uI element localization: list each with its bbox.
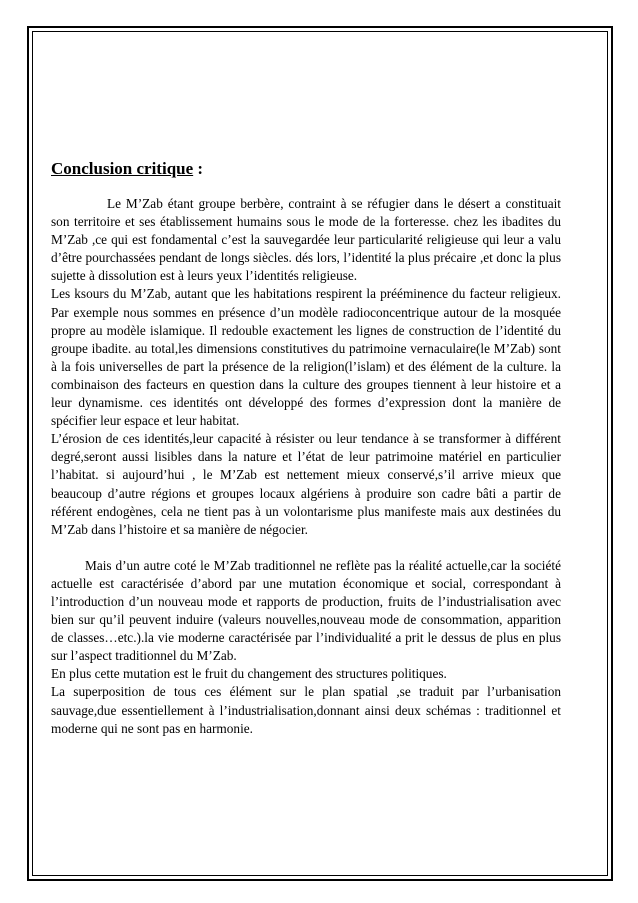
section-title-colon: :	[193, 159, 204, 178]
document-body	[51, 159, 561, 738]
paragraph-6: La superposition de tous ces élément sur le plan spatial ,se traduit par l’urbanisation sauvage,due essentiellement à l’industrialisation,donnant ainsi deux schémas : traditionnel et moderne qui ne sont pas en harmonie.	[51, 684, 561, 736]
paragraph-1: Le M’Zab étant groupe berbère, contraint à se réfugier dans le désert a constituait son territoire et ses établissement humains sous le mode de la forteresse. chez les ibadites du M’Zab ,ce qui est fondamental c’est la sauvegardée leur particularité religieuse qui leur a valu d’être pourchassées pendant de longs siècles. dés lors, l’identité la plus précaire ,et donc la plus sujette à dissolution est à leurs yeux l’identités religieuse.	[51, 196, 561, 284]
section-title-text: Conclusion critique	[51, 159, 194, 178]
paragraph-2: Les ksours du M’Zab, autant que les habitations respirent la prééminence du facteur religieux. Par exemple nous sommes en présence d’un modèle radioconcentrique autour de la mosquée propre au modèle islamique. Il redouble exactement les lignes de construction de l’identité du groupe ibadite. au total,les dimensions constitutives du patrimoine vernaculaire(le M’Zab) sont à la fois universelles de part la présence de la religion(l’islam) et des élément de la culture. la combinaison des facteurs en question dans la culture des groupes tiennent à leur histoire et a leur dynamisme. ces identités ont développé des formes d’expression dont la manière de spécifier leur espace et leur habitat.	[51, 286, 561, 429]
paragraph-gap	[51, 539, 561, 557]
paragraph-3: L’érosion de ces identités,leur capacité à résister ou leur tendance à se transformer à différent degré,seront aussi lisibles dans la nature et l’état de leur patrimoine matériel en particulier l’habitat. si aujourd’hui , le M’Zab est nettement mieux conservé,s’il arrive mieux que beaucoup d’autre régions et groupes locaux algériens à produire son cadre bâti a partir de référent endogènes, cela ne tient pas à un volontarisme plus manifeste mais aux destinées du M’Zab dans l’histoire et sa manière de négocier.	[51, 431, 561, 537]
paragraph-4: Mais d’un autre coté le M’Zab traditionnel ne reflète pas la réalité actuelle,car la société actuelle est caractérisée d’abord par une mutation économique et social, correspondant à l’introduction d’un nouveau mode et rapports de production, fruits de l’industrialisation avec bien sur qu’il peuvent induire (valeurs nouvelles,nouveau mode de consommation, apparition de classes…etc.).la vie moderne caractérisée par l’individualité a prit le dessus de plus en plus sur l’aspect traditionnel du M’Zab.	[51, 557, 561, 664]
section-title	[51, 159, 561, 179]
paragraph-5: En plus cette mutation est le fruit du changement des structures politiques.	[51, 666, 447, 682]
